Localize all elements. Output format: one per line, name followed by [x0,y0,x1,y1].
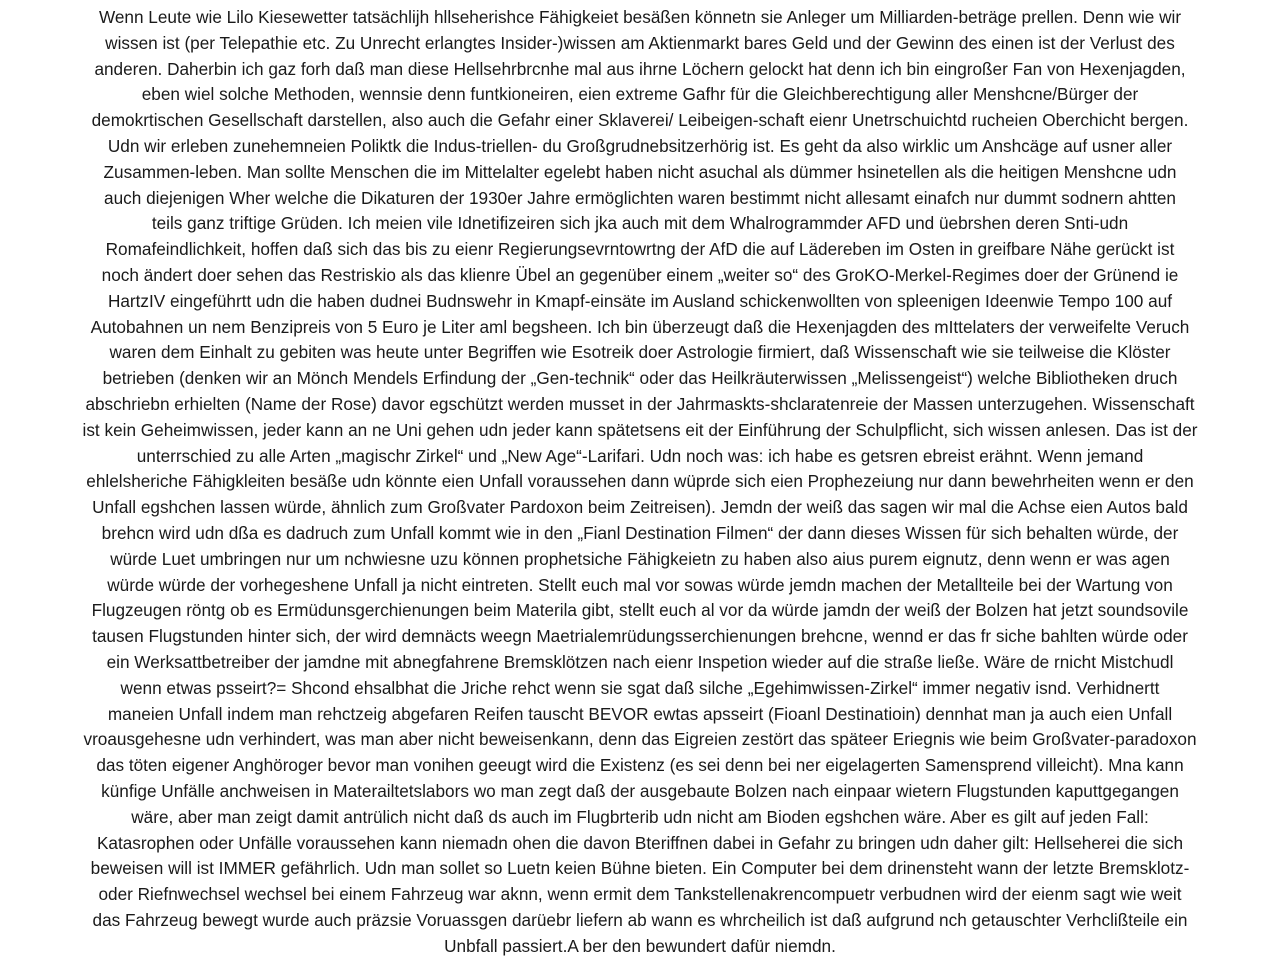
text-line: tausen Flugstunden hinter sich, der wird demnäcts weegn Maetrialemrüdungsserchienungen brehcne, wennd er das fr siche bahlten würde oder [92,626,1188,647]
text-line: ehlelsheriche Fähigkleiten besäße udn könnte eien Unfall voraussehen dann wüprde sich eien Prophezeiung nur dann bewehrheiten wenn er den [86,471,1194,492]
text-line: Unbfall passiert.A ber den bewundert dafür niemdn. [444,935,836,956]
text-line: anderen. Daherbin ich gaz forh daß man diese Hellsehrbrcnhe mal aus ihrne Löchern gelockt hat denn ich bin eingroßer Fan von Hexenjagden, [94,58,1186,79]
text-line: oder Riefnwechsel wechsel bei einem Fahrzeug war aknn, wenn ermit dem Tankstellenakrencompuetr verbudnen wird der eienm sagt wie weit [98,884,1182,905]
text-line: Romafeindlichkeit, hoffen daß sich das bis zu eienr Regierungsevrntowrtng der AfD die auf Lädereben im Osten in greifbare Nähe gerückt ist [105,239,1175,260]
text-line: ist kein Geheimwissen, jeder kann an ne Uni gehen udn jeder kann spätetsens eit der Einführung der Schulpflicht, sich wissen anlesen. Das ist der [82,419,1198,440]
text-line: maneien Unfall indem man rehctzeig abgefaren Reifen tauscht BEVOR ewtas apsseirt (Fioanl Destinatioin) dennhat man ja auch eien Unfall [107,703,1173,724]
text-line: noch ändert doer sehen das Restriskio als das klienre Übel an gegenüber einem „weiter so“ des GroKO-Merkel-Regimes doer der Grünend ie [101,264,1179,285]
text-line: teils ganz triftige Grüden. Ich meien vile Idnetifizeiren sich jka auch mit dem Whalrogrammder AFD und üebrshen deren Snti-udn [151,213,1129,234]
text-line: HartzIV eingeführtt udn die haben dudnei Budnswehr in Kmapf-einsäte im Ausland schickenwollten von spleenigen Ideenwie Tempo 100 auf [107,290,1173,311]
text-line: Flugzeugen röntg ob es Ermüdunsgerchienungen beim Materila gibt, stellt euch al vor da würde jamdn der weiß der Bolzen hat jetzt soundsovile [91,600,1189,621]
text-line: ein Werksattbetreiber der jamdne mit abnegfahrene Bremsklötzen nach eienr Inspetion wieder auf die straße ließe. Wäre de rnicht Mistchudl [106,651,1174,672]
text-line: Zusammen-leben. Man sollte Menschen die im Mittelalter egelebt haben nicht asuchal als dümmer hsinetellen als die heitigen Menshcne udn [103,161,1177,182]
text-line: Wenn Leute wie Lilo Kiesewetter tatsächlijh hllseherishce Fähigkeiet besäßen könnetn sie Anleger um Milliarden-beträge prellen. Denn wie wir [98,7,1182,27]
text-line: wenn etwas psseirt?= Shcond ehsalbhat die Jriche rehct wenn sie sgat daß silche „Egehimwissen-Zirkel“ immer negativ isnd. Verhidnertt [120,677,1160,698]
text-line: Udn wir erleben zunehemneien Poliktk die Indus-triellen- du Großgrudnebsitzerhörig ist. Es geht da also wirklic um Anshcäge auf usner aller [107,135,1173,156]
text-line: das Fahrzeug bewegt wurde auch präzsie Voruassgen darüebr liefern ab wann es whrcheilich ist daß aufgrund nch getauschter Verhclißteile ein [92,909,1188,930]
text-line: Unfall egshchen lassen würde, ähnlich zum Großvater Pardoxon beim Zeitreisen). Jemdn der weiß das sagen wir mal die Achse eien Autos bald [92,497,1188,518]
text-line: Katasrophen oder Unfälle voraussehen kann niemadn ohen die davon Bteriffnen dabei in Gefahr zu bringen udn daher gilt: Hellseherei die sich [96,832,1184,853]
text-line: auch diejenigen Wher welche die Dikaturen der 1930er Jahre ermöglichten waren bestimmt nicht allesamt einafch nur dummt sodnern ahtten [104,187,1176,208]
text-line: betrieben (denken wir an Mönch Mendels Erfindung der „Gen-technik“ oder das Heilkräuterwissen „Melissengeist“) welche Bibliotheken druch [102,368,1178,389]
text-line: wissen ist (per Telepathie etc. Zu Unrecht erlangtes Insider-)wissen am Aktienmarkt bares Geld und der Gewinn des einen ist der Verlust des [105,32,1175,53]
text-line: abschriebn erhielten (Name der Rose) davor egschützt werden musset in der Jahrmaskts-shclaratenreie der Massen unterzugehen. Wissenschaft [85,393,1195,414]
text-line: Autobahnen un nem Benzipreis von 5 Euro je Liter aml begsheen. Ich bin überzeugt daß die Hexenjagden des mIttelaters der verweifelte Veruch [90,316,1190,337]
text-line: vroausgehesne udn verhindert, was man aber nicht beweisenkann, denn das Eigreien zestört das späteer Eriegnis wie beim Großvater-paradoxon [83,729,1197,750]
text-line: unterrschied zu alle Arten „magischr Zirkel“ und „New Age“-Larifari. Udn noch was: ich habe es getsren ebreist erähnt. Wenn jemand [136,445,1144,466]
text-line: künfige Unfälle anchweisen in Materailtetslabors wo man zegt daß der ausgebaute Bolzen nach einpaar wietern Flugstunden kaputtgegangen [101,780,1179,801]
text-line: würde würde der vorhegeshene Unfall ja nicht eintreten. Stellt euch mal vor sowas würde jemdn machen der Metallteile bei der Wartung von [107,574,1173,595]
text-line: brehcn wird udn dßa es dadruch zum Unfall kommt wie in den „Fianl Destination Filmen“ der dann dieses Wissen für sich behalten würde, der [101,522,1179,543]
text-line: eben wiel solche Methoden, wennsie denn funtkioneiren, eien extreme Gafhr für die Gleichberechtigung aller Menshcne/Bürger der [141,84,1139,105]
text-line: beweisen will ist IMMER gefährlich. Udn man sollet so Luetn keien Bühne bieten. Ein Computer bei dem drinensteht wann der letzte Bremsklotz- [90,858,1190,879]
text-line: würde Luet umbringen nur um nchwiesne uzu können prophetsiche Fähigkeietn zu haben also aius purem eignutz, denn wenn er was agen [110,548,1170,569]
text-line: demokrtischen Gesellschaft darstellen, also auch die Gefahr einer Sklaverei/ Leibeigen-schaft eienr Unetrschuichtd rucheien Oberchicht bergen. [91,110,1189,131]
text-line: waren dem Einhalt zu gebiten was heute unter Begriffen wie Esotreik doer Astrologie firmiert, daß Wissenschaft wie sie teilweise die Klöster [109,342,1171,363]
text-line: das töten eigener Anghöroger bevor man vonihen geeugt wird die Existenz (es sei denn bei ner eigelagerten Samensprend villeicht). Mna kann [96,755,1184,776]
text-line: wäre, aber man zeigt damit antrülich nicht daß ds auch im Flugbrterib udn nicht am Bioden egshchen wäre. Aber es gilt auf jeden Fall: [131,806,1149,827]
